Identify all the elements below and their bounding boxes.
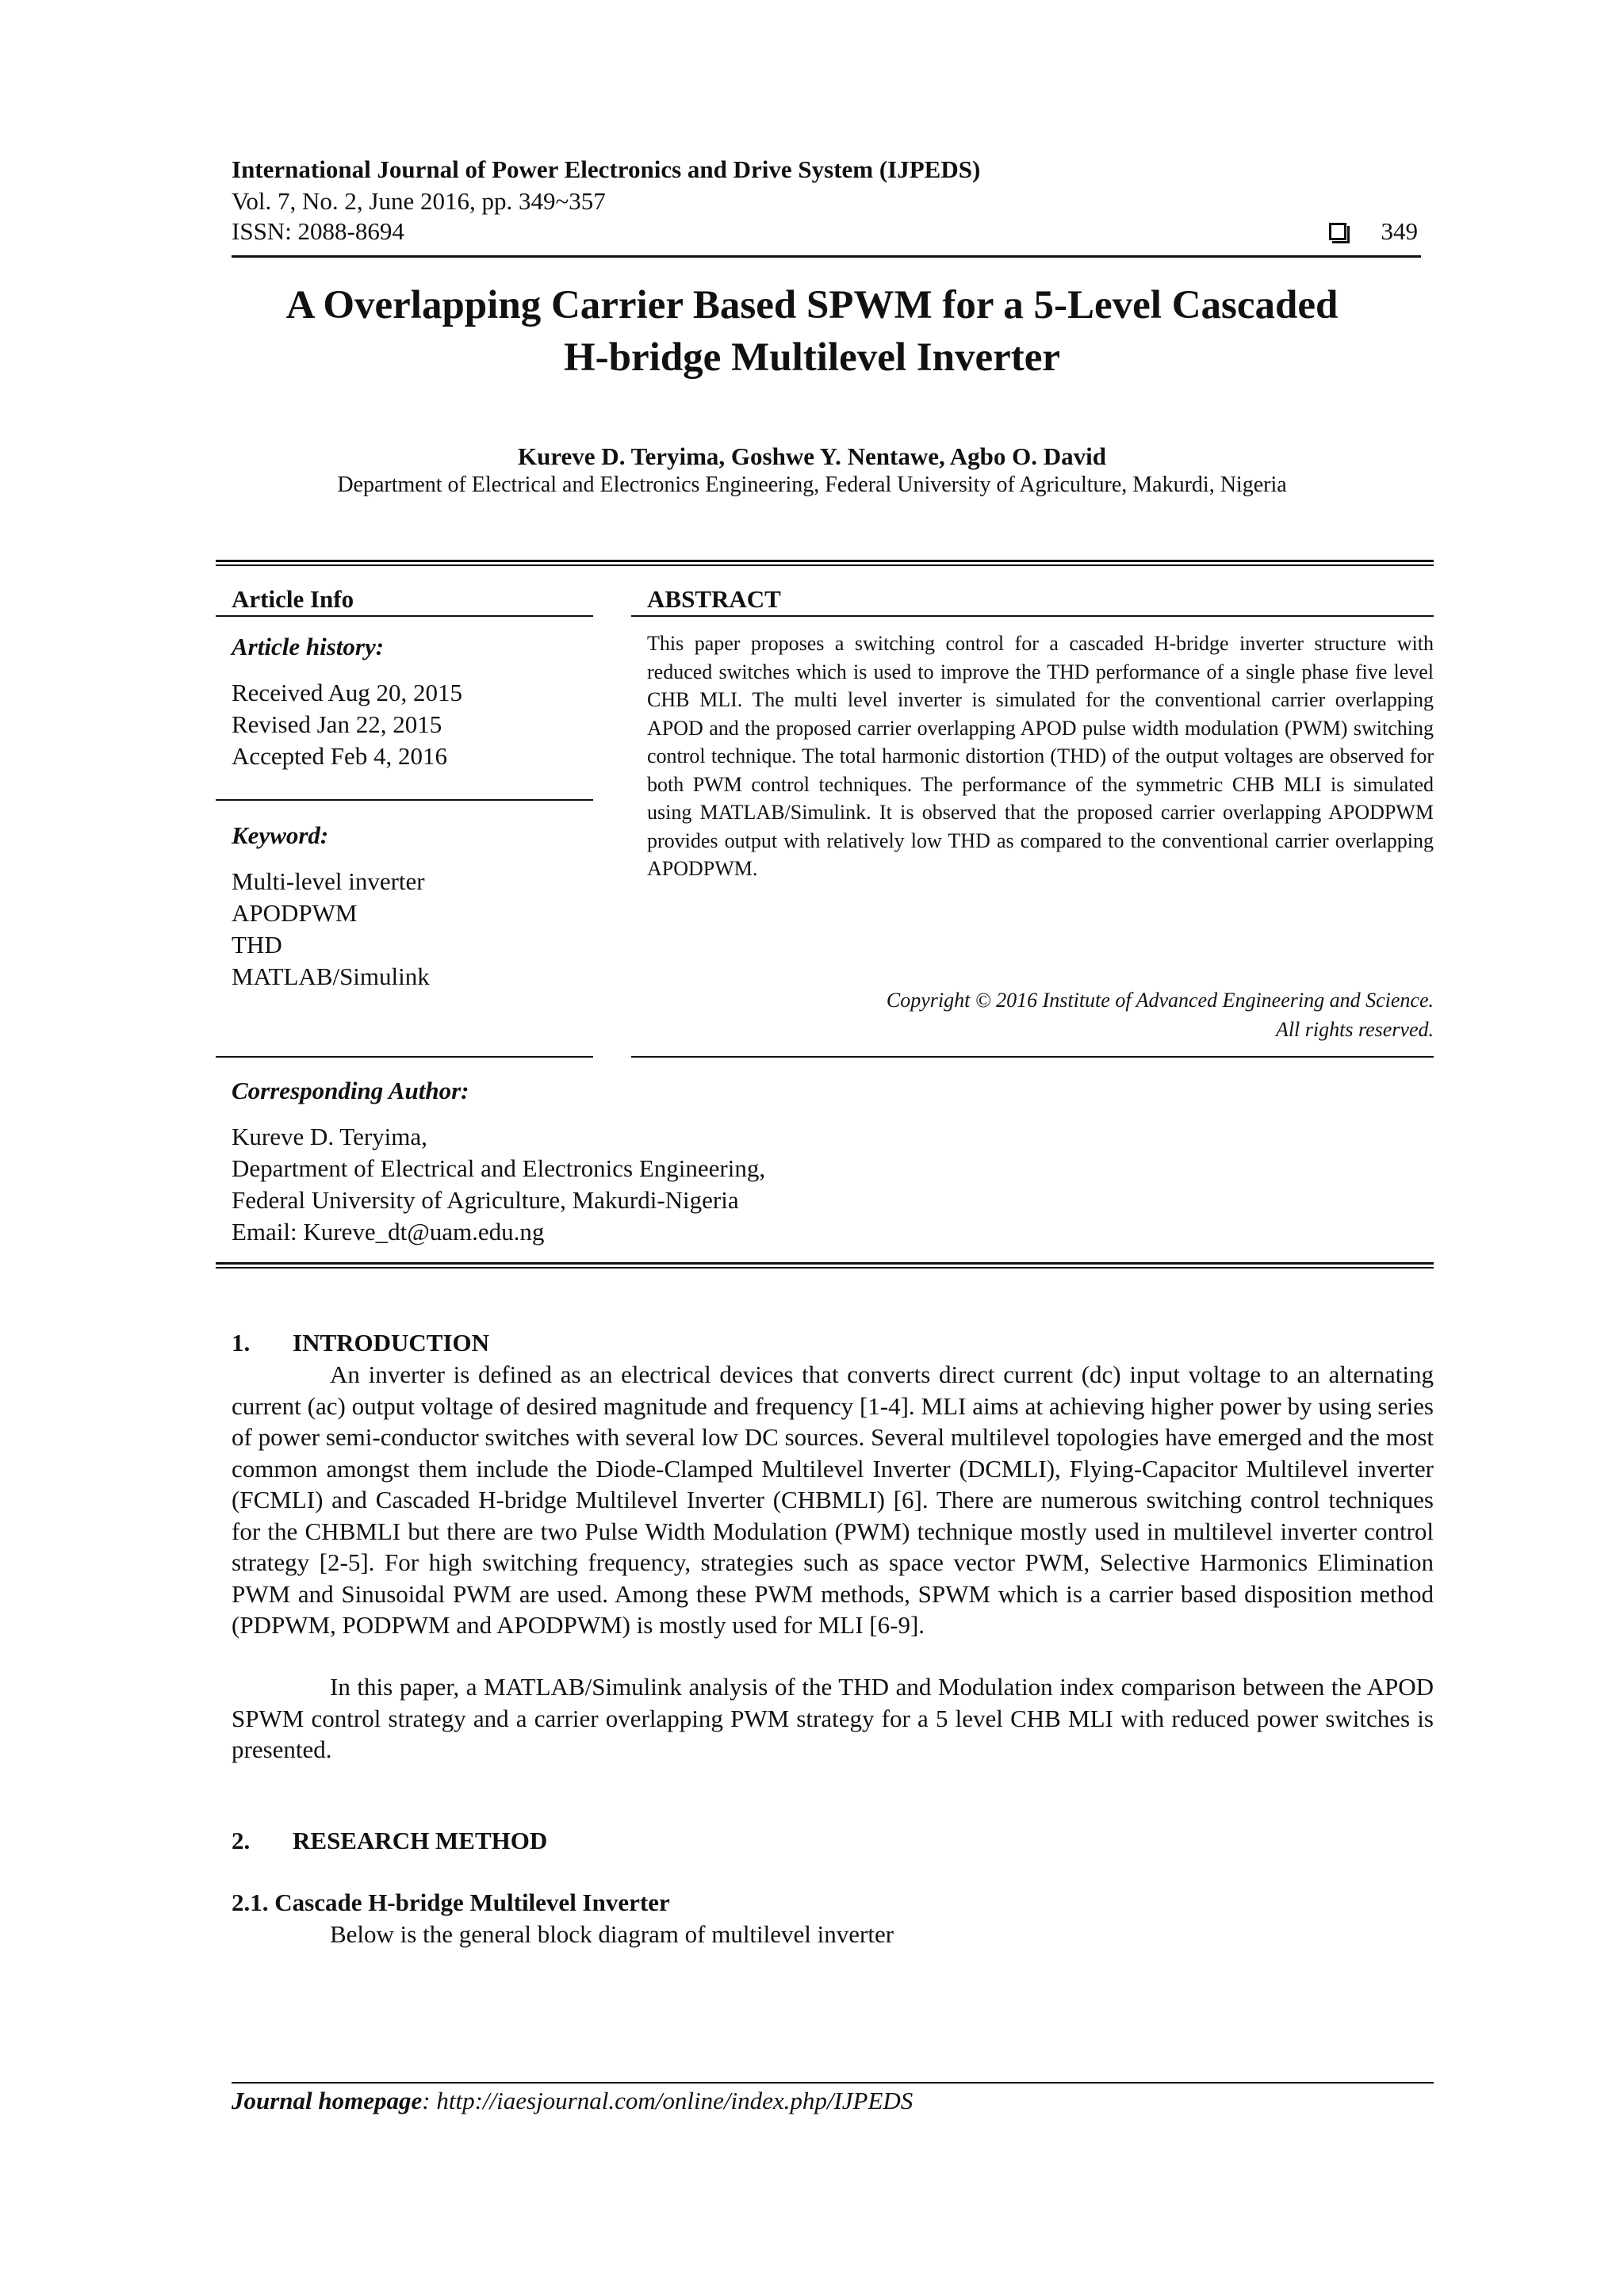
homepage-url[interactable]: : http://iaesjournal.com/online/index.php/IJPEDS xyxy=(422,2087,914,2114)
subsection-text: Below is the general block diagram of multilevel inverter xyxy=(330,1920,894,1948)
intro-paragraph-2: In this paper, a MATLAB/Simulink analysis of the THD and Modulation index comparison between the APOD SPWM control strategy and a carrier overlapping PWM strategy for a 5 level CHB MLI with reduced power switches is presented. xyxy=(232,1673,1434,1763)
keyword-item: MATLAB/Simulink xyxy=(232,962,430,990)
article-info-rule xyxy=(216,615,593,617)
author-department: Department of Electrical and Electronics Engineering, xyxy=(232,1154,766,1182)
copyright-line-2: All rights reserved. xyxy=(1275,1018,1434,1041)
author-name: Kureve D. Teryima, xyxy=(232,1123,427,1150)
intro-heading-number: 1. xyxy=(232,1329,251,1357)
shadow-box-icon xyxy=(1329,223,1346,240)
journal-homepage xyxy=(232,2087,913,2115)
journal-name: International Journal of Power Electronics and Drive System (IJPEDS) xyxy=(232,155,981,183)
bottom-double-rule-2 xyxy=(216,1267,1434,1269)
method-heading-number: 2. xyxy=(232,1827,251,1854)
keyword-item: Multi-level inverter xyxy=(232,867,425,895)
article-history-list xyxy=(232,677,462,772)
page-number-block xyxy=(1329,217,1419,246)
authors: Kureve D. Teryima, Goshwe Y. Nentawe, Agbo O. David xyxy=(517,442,1107,470)
copyright-notice xyxy=(647,985,1434,1044)
copyright-line-1: Copyright © 2016 Institute of Advanced Engineering and Science. xyxy=(886,989,1434,1012)
method-heading-text: RESEARCH METHOD xyxy=(293,1827,548,1854)
abstract-bottom-rule xyxy=(631,1056,1434,1058)
abstract-rule xyxy=(631,615,1434,617)
keyword-heading: Keyword: xyxy=(232,821,329,849)
intro-heading-text: INTRODUCTION xyxy=(293,1329,490,1357)
bottom-double-rule-1 xyxy=(216,1262,1434,1265)
received-date: Received Aug 20, 2015 xyxy=(232,679,463,706)
top-double-rule-2 xyxy=(216,564,1434,566)
homepage-label: Journal homepage xyxy=(232,2087,423,2114)
method-heading xyxy=(232,1827,547,1855)
intro-heading xyxy=(232,1329,489,1357)
history-rule xyxy=(216,799,593,801)
volume-line: Vol. 7, No. 2, June 2016, pp. 349~357 xyxy=(232,187,606,215)
issn-line: ISSN: 2088-8694 xyxy=(232,217,404,245)
revised-date: Revised Jan 22, 2015 xyxy=(232,710,442,738)
keyword-rule xyxy=(216,1056,593,1058)
affiliation: Department of Electrical and Electronics Engineering, Federal University of Agriculture, Makurdi, Nigeria xyxy=(337,473,1287,497)
author-university: Federal University of Agriculture, Makurdi-Nigeria xyxy=(232,1186,739,1214)
corresponding-author-heading: Corresponding Author: xyxy=(232,1077,469,1104)
abstract-heading: ABSTRACT xyxy=(647,585,781,613)
footer-rule xyxy=(232,2082,1434,2084)
accepted-date: Accepted Feb 4, 2016 xyxy=(232,742,448,770)
header-rule xyxy=(232,255,1421,258)
title-line-2: H-bridge Multilevel Inverter xyxy=(564,335,1060,380)
corresponding-author-details xyxy=(232,1121,765,1248)
top-double-rule-1 xyxy=(216,560,1434,562)
abstract-text: This paper proposes a switching control for a cascaded H-bridge inverter structure with reduced switches which is used to improve the THD performance of a single phase five level CHB MLI. The multi level inverter is simulated for the conventional carrier overlapping APOD and the proposed carrier overlapping APOD pulse width modulation (PWM) switching control technique. The total harmonic distortion (THD) of the output voltages are observed for both PWM control techniques. The performance of the symmetric CHB MLI is simulated using MATLAB/Simulink. It is observed that the proposed carrier overlapping APODPWM provides output with relatively low THD as compared to the conventional carrier overlapping APODPWM. xyxy=(647,632,1434,880)
keyword-item: APODPWM xyxy=(232,899,358,927)
article-info-heading: Article Info xyxy=(232,585,354,613)
keyword-item: THD xyxy=(232,931,282,959)
article-history-heading: Article history: xyxy=(232,633,385,660)
title-line-1: A Overlapping Carrier Based SPWM for a 5-Level Cascaded xyxy=(285,283,1339,327)
author-email: Email: Kureve_dt@uam.edu.ng xyxy=(232,1218,545,1246)
intro-paragraph-1: An inverter is defined as an electrical devices that converts direct current (dc) input voltage to an alternating current (ac) output voltage of desired magnitude and frequency [1-4]. MLI aims at achieving higher power by using series of power semi-conductor switches with several low DC sources. Several multilevel topologies have emerged and the most common amongst them include the Diode-Clamped Multilevel Inverter (DCMLI), Flying-Capacitor Multilevel inverter (FCMLI) and Cascaded H-bridge Multilevel Inverter (CHBMLI) [6]. There are numerous switching control techniques for the CHBMLI but there are two Pulse Width Modulation (PWM) technique mostly used in multilevel inverter control strategy [2-5]. For high switching frequency, strategies such as space vector PWM, Selective Harmonics Elimination PWM and Sinusoidal PWM are used. Among these PWM methods, SPWM which is a carrier based disposition method (PDPWM, PODPWM and APODPWM) is mostly used for MLI [6-9]. xyxy=(232,1360,1434,1639)
subsection-heading: 2.1. Cascade H-bridge Multilevel Inverter xyxy=(232,1888,670,1916)
paper-title xyxy=(159,279,1465,384)
page-number: 349 xyxy=(1381,217,1418,245)
keyword-list xyxy=(232,866,430,993)
